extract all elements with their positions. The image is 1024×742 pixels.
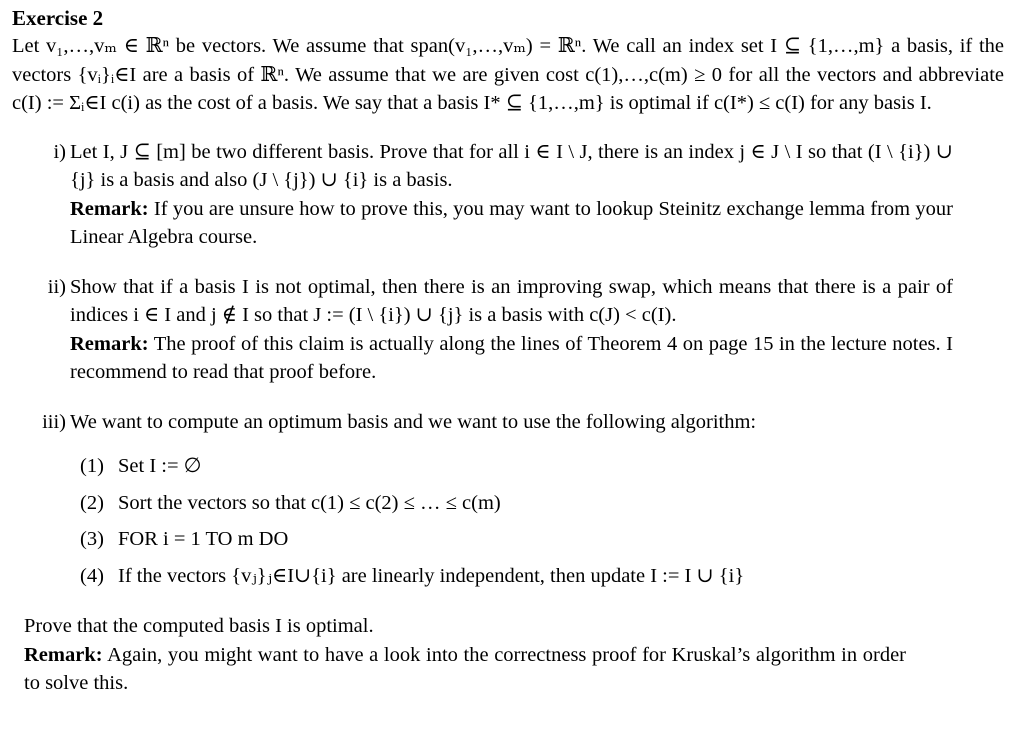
step-number: (4): [80, 564, 104, 587]
conclusion-remark: [24, 641, 906, 698]
step-number: (3): [80, 528, 104, 550]
subtask-list: [12, 138, 1012, 591]
exercise-conclusion: [24, 612, 906, 698]
remark-title: Remark:: [70, 197, 149, 220]
algorithm-step-4: [80, 562, 953, 591]
exercise-intro: Let v₁,…,vₘ ∈ ℝⁿ be vectors. We assume that span(v₁,…,vₘ) = ℝⁿ. We call an index set I ⊆ {1,…,m} a basis, if the vectors {vᵢ}ᵢ∈I are a basis of ℝⁿ. We assume that we are given cost c(1),…,c(m) ≥ 0 for all the vectors and abbreviate c(I) := Σᵢ∈I c(i) as the cost of a basis. We say that a basis I* ⊆ {1,…,m} is optimal if c(I*) ≤ c(I) for any basis I.: [12, 35, 1004, 114]
step-text: If the vectors {vⱼ}ⱼ∈I∪{i} are linearly independent, then update I := I ∪ {i}: [118, 564, 745, 587]
step-text: Set I := ∅: [118, 455, 202, 477]
remark-text: Again, you might want to have a look into the correctness proof for Kruskal’s algorithm in order to solve this.: [24, 643, 906, 694]
remark-text: The proof of this claim is actually along the lines of Theorem 4 on page 15 in the lecture notes. I recommend to read that proof before.: [70, 332, 953, 383]
subtask-label: i): [53, 140, 66, 163]
subtask-remark: [70, 195, 953, 252]
remark-text: If you are unsure how to prove this, you may want to lookup Steinitz exchange lemma from your Linear Algebra course.: [70, 197, 954, 248]
remark-title: Remark:: [24, 643, 103, 666]
conclusion-text: Prove that the computed basis I is optimal.: [24, 615, 374, 637]
subtask-label: ii): [47, 275, 66, 298]
step-number: (1): [80, 455, 104, 477]
step-text: Sort the vectors so that c(1) ≤ c(2) ≤ … ≤ c(m): [118, 491, 501, 514]
subtask-ii: [12, 273, 953, 387]
algorithm-step-3: [80, 525, 953, 554]
remark-title: Remark:: [70, 332, 149, 355]
subtask-i: [12, 138, 953, 252]
subtask-iii: [12, 408, 953, 591]
algorithm-step-2: [80, 489, 953, 518]
step-number: (2): [80, 491, 104, 514]
exercise-title: Exercise 2: [12, 6, 104, 30]
subtask-text: Show that if a basis I is not optimal, then there is an improving swap, which means that there is a pair of indices i ∈ I and j ∉ I so that J := (I \ {i}) ∪ {j} is a basis with c(J) < c(I).: [70, 275, 953, 326]
subtask-text: Let I, J ⊆ [m] be two different basis. Prove that for all i ∈ I \ J, there is an index j ∈ J \ I so that (I \ {i}) ∪ {j} is a basis and also (J \ {j}) ∪ {i} is a basis.: [70, 140, 953, 191]
algorithm-step-1: [80, 452, 953, 481]
step-text: FOR i = 1 TO m DO: [118, 528, 289, 550]
subtask-remark: [70, 330, 953, 387]
subtask-label: iii): [42, 410, 66, 433]
exercise-page: [12, 4, 1012, 698]
algorithm-steps: [80, 452, 953, 590]
subtask-text: We want to compute an optimum basis and we want to use the following algorithm:: [70, 410, 757, 433]
